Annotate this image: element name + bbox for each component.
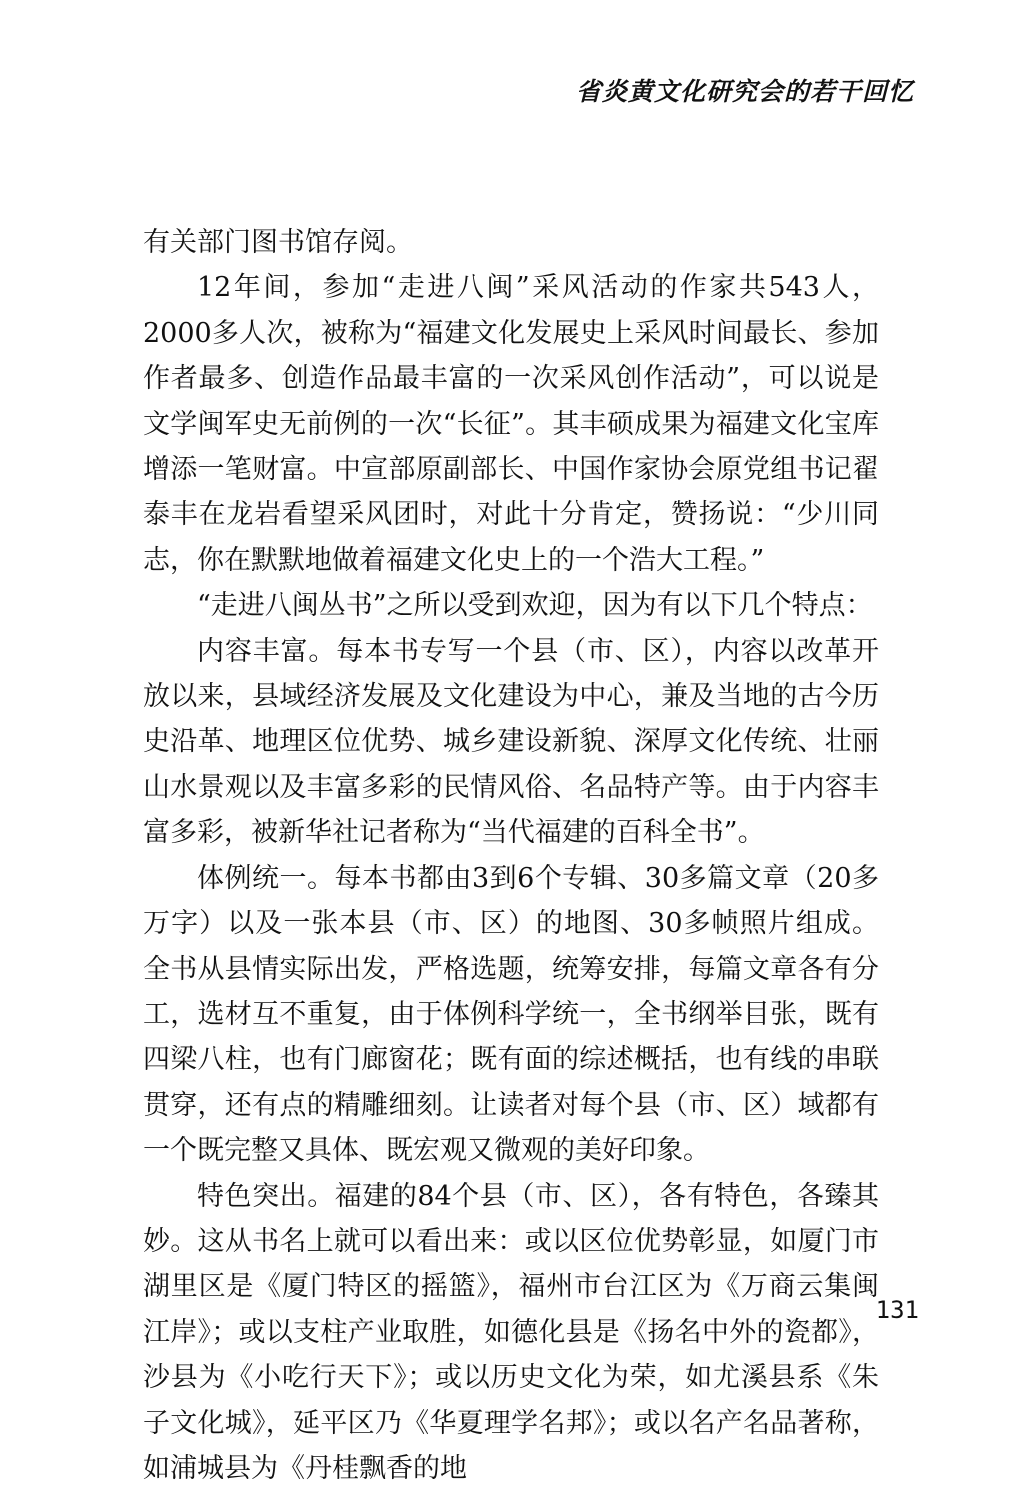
paragraph-unified-format: 体例统一。每本书都由3到6个专辑、30多篇文章（20多万字）以及一张本县（市、区）的地图、30多帧照片组成。全书从县情实际出发，严格选题，统筹安排，每篇文章各有分工，选材互不重复，由于体例科学统一，全书纲举目张，既有四梁八柱，也有门廊窗花；既有面的综述概括，也有线的串联贯穿，还有点的精雕细刻。让读者对每个县（市、区）域都有一个既完整又具体、既宏观又微观的美好印象。 [143, 862, 879, 1167]
paragraph-rich-content: 内容丰富。每本书专写一个县（市、区），内容以改革开放以来，县域经济发展及文化建设为中心，兼及当地的古今历史沿革、地理区位优势、城乡建设新貌、深厚文化传统、壮丽山水景观以及丰富多彩的民情风俗、名品特产等。由于内容丰富多彩，被新华社记者称为“当代福建的百科全书”。 [143, 635, 879, 849]
body-text [143, 220, 879, 1491]
paragraph-collection-impact: 12年间，参加“走进八闽”采风活动的作家共543人，2000多人次，被称为“福建文化发展史上采风时间最长、参加作者最多、创造作品最丰富的一次采风创作活动”，可以说是文学闽军史无前例的一次“长征”。其丰硕成果为福建文化宝库增添一笔财富。中宣部原副部长、中国作家协会原党组书记翟泰丰在龙岩看望采风团时，对此十分肯定，赞扬说：“少川同志，你在默默地做着福建文化史上的一个浩大工程。” [143, 272, 879, 576]
page-number: 131 [875, 1296, 919, 1324]
paragraph-distinct-features: 特色突出。福建的84个县（市、区），各有特色，各臻其妙。这从书名上就可以看出来：或以区位优势彰显，如厦门市湖里区是《厦门特区的摇篮》，福州市台江区为《万商云集闽江岸》；或以支柱产业取胜，如德化县是《扬名中外的瓷都》，沙县为《小吃行天下》；或以历史文化为荣，如尤溪县系《朱子文化城》，延平区乃《华夏理学名邦》；或以名产名品著称，如浦城县为《丹桂飘香的地 [143, 1180, 879, 1484]
running-title: 省炎黄文化研究会的若干回忆 [575, 77, 914, 106]
paragraph-continuation: 有关部门图书馆存阅。 [143, 227, 413, 258]
paragraph-features-intro: “走进八闽丛书”之所以受到欢迎，因为有以下几个特点： [197, 590, 873, 622]
